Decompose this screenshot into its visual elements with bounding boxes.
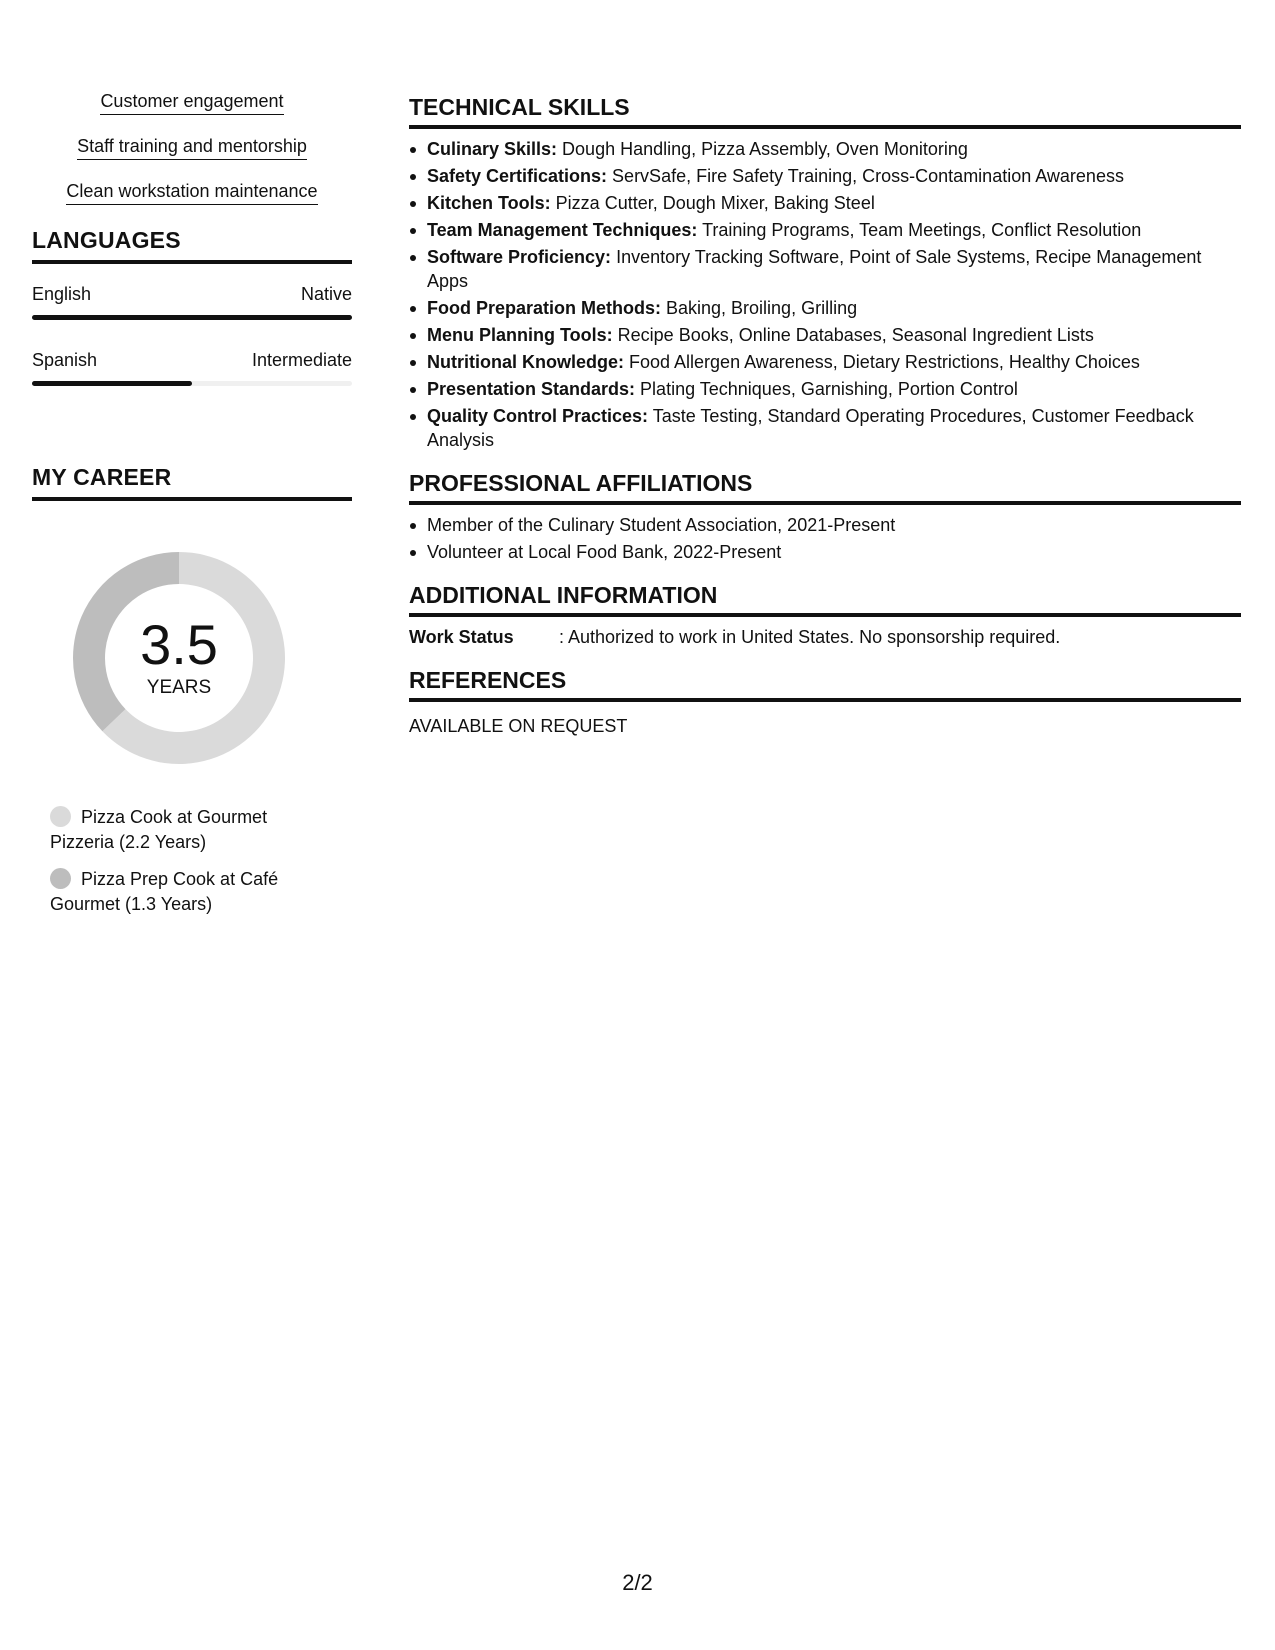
work-status-value: : Authorized to work in United States. No sponsorship required. [559, 627, 1061, 647]
skill-detail: Plating Techniques, Garnishing, Portion Control [635, 379, 1018, 399]
skill-category: Software Proficiency: [427, 247, 612, 267]
language-level: Intermediate [251, 350, 352, 370]
legend-dot-icon [50, 868, 71, 889]
language-name: English [32, 284, 92, 304]
references-section [409, 667, 1241, 738]
career-heading: MY CAREER [32, 464, 352, 501]
page-number: 2/2 [622, 1570, 653, 1595]
skill-item: Customer engagement [100, 90, 283, 115]
language-level: Native [300, 284, 352, 304]
list-item [409, 137, 1241, 161]
left-column [32, 84, 352, 929]
references-text: AVAILABLE ON REQUEST [409, 716, 628, 736]
career-total-value: 3.5 [140, 613, 218, 676]
references-heading: REFERENCES [409, 667, 1241, 702]
language-bar-fill [32, 315, 352, 320]
career-total-unit: YEARS [146, 677, 212, 698]
skill-category: Safety Certifications: [427, 166, 608, 186]
career-legend-label: Pizza Prep Cook at Café Gourmet (1.3 Years) [50, 869, 279, 914]
skill-detail: Baking, Broiling, Grilling [661, 298, 858, 318]
skill-item: Clean workstation maintenance [66, 180, 317, 205]
list-item [409, 296, 1241, 320]
skill-list [32, 84, 352, 219]
list-item [409, 245, 1241, 293]
skill-detail: Training Programs, Team Meetings, Conflict Resolution [697, 220, 1142, 240]
list-item [409, 350, 1241, 374]
skill-category: Nutritional Knowledge: [427, 352, 624, 372]
list-item: Volunteer at Local Food Bank, 2022-Present [409, 540, 1241, 564]
list-item [409, 191, 1241, 215]
skill-item: Staff training and mentorship [77, 135, 307, 160]
skill-category: Culinary Skills: [427, 139, 558, 159]
skill-detail: Pizza Cutter, Dough Mixer, Baking Steel [550, 193, 875, 213]
skill-detail: Recipe Books, Online Databases, Seasonal Ingredient Lists [612, 325, 1094, 345]
work-status-label: Work Status [409, 627, 514, 647]
language-bar [32, 381, 352, 386]
career-legend-item [50, 805, 300, 855]
skill-category: Food Preparation Methods: [427, 298, 661, 318]
skill-detail: ServSafe, Fire Safety Training, Cross-Contamination Awareness [607, 166, 1124, 186]
career-legend-label: Pizza Cook at Gourmet Pizzeria (2.2 Years) [50, 807, 268, 852]
language-item [32, 350, 352, 386]
affiliations-heading: PROFESSIONAL AFFILIATIONS [409, 470, 1241, 505]
technical-skills-section [409, 94, 1241, 452]
additional-info-heading: ADDITIONAL INFORMATION [409, 582, 1241, 617]
affiliations-list [409, 513, 1241, 564]
language-name: Spanish [32, 350, 98, 370]
skill-detail: Taste Testing, Standard Operating Procedures, Customer Feedback Analysis [427, 406, 1194, 450]
languages-section [32, 227, 352, 386]
career-legend-item [50, 867, 300, 917]
skill-detail: Food Allergen Awareness, Dietary Restrictions, Healthy Choices [624, 352, 1140, 372]
career-section [32, 464, 352, 917]
technical-skills-heading: TECHNICAL SKILLS [409, 94, 1241, 129]
language-bar-fill [32, 381, 192, 386]
skill-category: Kitchen Tools: [427, 193, 551, 213]
right-column [409, 94, 1241, 756]
language-item [32, 284, 352, 320]
skill-category: Presentation Standards: [427, 379, 636, 399]
skill-category: Quality Control Practices: [427, 406, 649, 426]
career-legend [50, 805, 300, 917]
list-item [409, 323, 1241, 347]
list-item [409, 377, 1241, 401]
skill-detail: Dough Handling, Pizza Assembly, Oven Monitoring [557, 139, 968, 159]
skill-category: Menu Planning Tools: [427, 325, 613, 345]
language-bar [32, 315, 352, 320]
additional-info-section [409, 582, 1241, 649]
work-status-row [409, 625, 1241, 649]
list-item: Member of the Culinary Student Association, 2021-Present [409, 513, 1241, 537]
technical-skills-list [409, 137, 1241, 452]
skill-category: Team Management Techniques: [427, 220, 698, 240]
list-item [409, 218, 1241, 242]
affiliations-section [409, 470, 1241, 564]
career-donut-chart [66, 545, 292, 771]
legend-dot-icon [50, 806, 71, 827]
skill-detail: Inventory Tracking Software, Point of Sale Systems, Recipe Management Apps [427, 247, 1202, 291]
list-item [409, 404, 1241, 452]
languages-heading: LANGUAGES [32, 227, 352, 264]
list-item [409, 164, 1241, 188]
